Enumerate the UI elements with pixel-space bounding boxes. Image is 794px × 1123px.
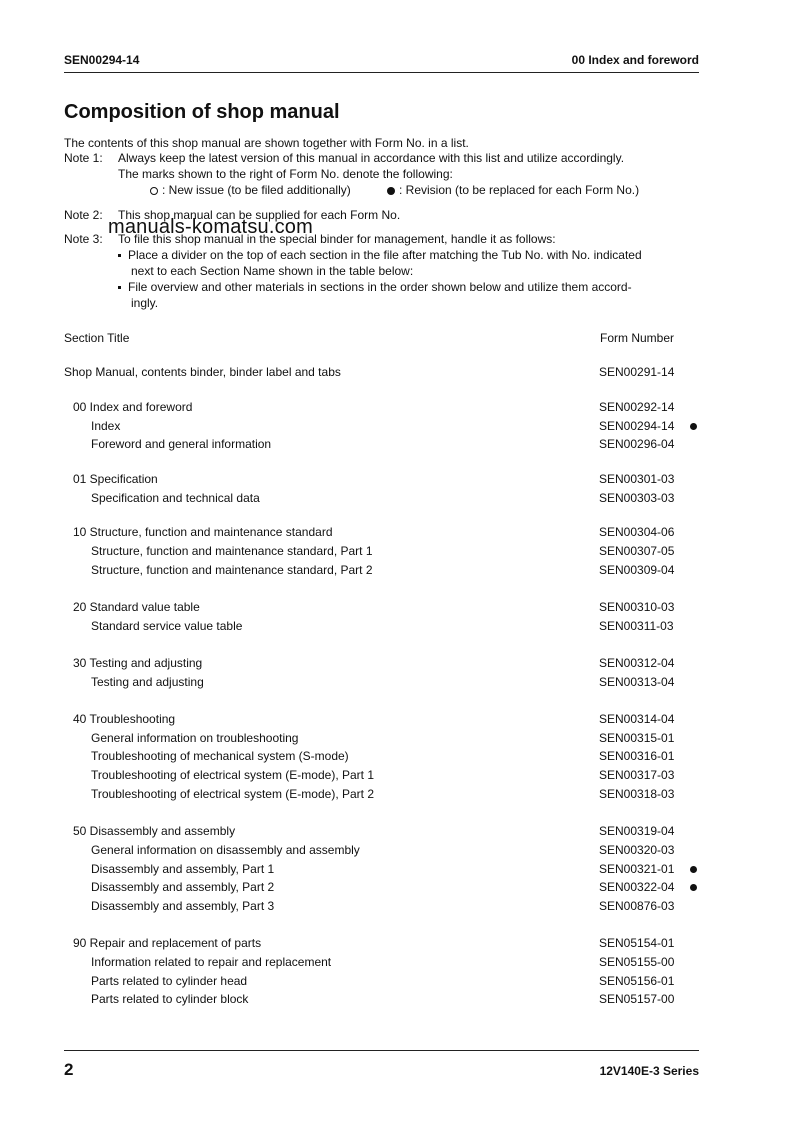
table-row-form-number: SEN00316-01 (599, 749, 675, 763)
doc-id: SEN00294-14 (64, 53, 140, 67)
section-header: 00 Index and foreword (571, 53, 699, 67)
table-row-form-number: SEN00312-04 (599, 656, 675, 670)
footer-rule (64, 1050, 699, 1051)
revision-mark-icon (690, 884, 697, 891)
bullet-icon (118, 254, 121, 257)
table-row-title: Structure, function and maintenance standard, Part 2 (91, 563, 373, 577)
table-row-form-number: SEN00314-04 (599, 712, 675, 726)
note2-text: This shop manual can be supplied for each Form No. (118, 208, 401, 222)
table-row-form-number: SEN05157-00 (599, 992, 675, 1006)
table-row-form-number: SEN00311-03 (599, 619, 674, 633)
table-row-form-number: SEN00321-01 (599, 862, 675, 876)
table-row-title: General information on troubleshooting (91, 731, 299, 745)
table-row-form-number: SEN00317-03 (599, 768, 675, 782)
table-row-title: Standard service value table (91, 619, 243, 633)
table-row-form-number: SEN00303-03 (599, 491, 675, 505)
table-row-form-number: SEN00319-04 (599, 824, 675, 838)
table-row-form-number: SEN00304-06 (599, 525, 675, 539)
mark-revision-text: : Revision (to be replaced for each Form No.) (399, 183, 640, 197)
table-row-form-number: SEN05155-00 (599, 955, 675, 969)
table-row-form-number: SEN00294-14 (599, 419, 675, 433)
mark-legend-new (150, 183, 351, 197)
table-row-title: Disassembly and assembly, Part 2 (91, 880, 275, 894)
table-row-form-number: SEN00876-03 (599, 899, 675, 913)
table-row-title: Parts related to cylinder block (91, 992, 249, 1006)
table-row-title: 50 Disassembly and assembly (73, 824, 236, 838)
note1-label: Note 1: (64, 151, 103, 165)
table-row-title: 40 Troubleshooting (73, 712, 176, 726)
bullet1-line1 (118, 248, 642, 262)
table-row-form-number: SEN05156-01 (599, 974, 675, 988)
watermark: manuals-komatsu.com (108, 216, 313, 238)
note3-text: To file this shop manual in the special binder for management, handle it as follows: (118, 232, 556, 246)
col-form-number: Form Number (600, 331, 675, 345)
table-row-title: Troubleshooting of mechanical system (S-mode) (91, 749, 349, 763)
open-circle-icon (150, 187, 158, 195)
table-row-title: 00 Index and foreword (73, 400, 193, 414)
table-row-title: 20 Standard value table (73, 600, 200, 614)
table-row-title: Specification and technical data (91, 491, 260, 505)
table-row-title: Foreword and general information (91, 437, 272, 451)
table-row-form-number: SEN00320-03 (599, 843, 675, 857)
col-section-title: Section Title (64, 331, 130, 345)
table-row-form-number: SEN00315-01 (599, 731, 675, 745)
bullet1-line2: next to each Section Name shown in the table below: (131, 264, 414, 278)
revision-mark-icon (690, 866, 697, 873)
bullet2-line2: ingly. (131, 296, 159, 310)
table-row-title: Index (91, 419, 121, 433)
revision-mark-icon (690, 423, 697, 430)
table-row-form-number: SEN00309-04 (599, 563, 675, 577)
note1-sub: The marks shown to the right of Form No. denote the following: (118, 167, 453, 181)
note2-label: Note 2: (64, 208, 103, 222)
table-row-title: Shop Manual, contents binder, binder label and tabs (64, 365, 341, 379)
table-row-title: Troubleshooting of electrical system (E-mode), Part 1 (91, 768, 375, 782)
table-row-form-number: SEN00292-14 (599, 400, 675, 414)
table-row-title: 90 Repair and replacement of parts (73, 936, 262, 950)
intro-text: The contents of this shop manual are shown together with Form No. in a list. (64, 136, 469, 150)
table-row-form-number: SEN00301-03 (599, 472, 675, 486)
table-row-title: Structure, function and maintenance standard, Part 1 (91, 544, 373, 558)
table-row-title: 10 Structure, function and maintenance standard (73, 525, 333, 539)
table-row-title: Information related to repair and replacement (91, 955, 332, 969)
bullet-icon (118, 286, 121, 289)
mark-legend-revision (387, 183, 639, 197)
solid-circle-icon (387, 187, 395, 195)
series-label: 12V140E-3 Series (599, 1064, 699, 1078)
mark-new-text: : New issue (to be filed additionally) (162, 183, 351, 197)
table-row-title: Testing and adjusting (91, 675, 204, 689)
table-row-form-number: SEN00313-04 (599, 675, 675, 689)
table-row-title: General information on disassembly and assembly (91, 843, 360, 857)
table-row-form-number: SEN00296-04 (599, 437, 675, 451)
table-row-form-number: SEN00307-05 (599, 544, 675, 558)
table-row-form-number: SEN00322-04 (599, 880, 675, 894)
table-row-title: Troubleshooting of electrical system (E-mode), Part 2 (91, 787, 375, 801)
table-row-title: Disassembly and assembly, Part 3 (91, 899, 275, 913)
page-title: Composition of shop manual (64, 101, 340, 123)
table-row-form-number: SEN05154-01 (599, 936, 675, 950)
table-row-title: Parts related to cylinder head (91, 974, 248, 988)
page-number: 2 (64, 1060, 74, 1079)
note3-label: Note 3: (64, 232, 103, 246)
bullet2-line1 (118, 280, 632, 294)
table-row-form-number: SEN00291-14 (599, 365, 675, 379)
table-row-title: 30 Testing and adjusting (73, 656, 203, 670)
table-row-form-number: SEN00310-03 (599, 600, 675, 614)
table-row-title: 01 Specification (73, 472, 158, 486)
table-row-form-number: SEN00318-03 (599, 787, 675, 801)
bullet2-text-a: File overview and other materials in sections in the order shown below and utilize them accord- (128, 280, 632, 294)
table-row-title: Disassembly and assembly, Part 1 (91, 862, 275, 876)
note1-text: Always keep the latest version of this manual in accordance with this list and utilize accordingly. (118, 151, 625, 165)
header-rule (64, 72, 699, 73)
bullet1-text-a: Place a divider on the top of each section in the file after matching the Tub No. with No. indicated (128, 248, 642, 262)
